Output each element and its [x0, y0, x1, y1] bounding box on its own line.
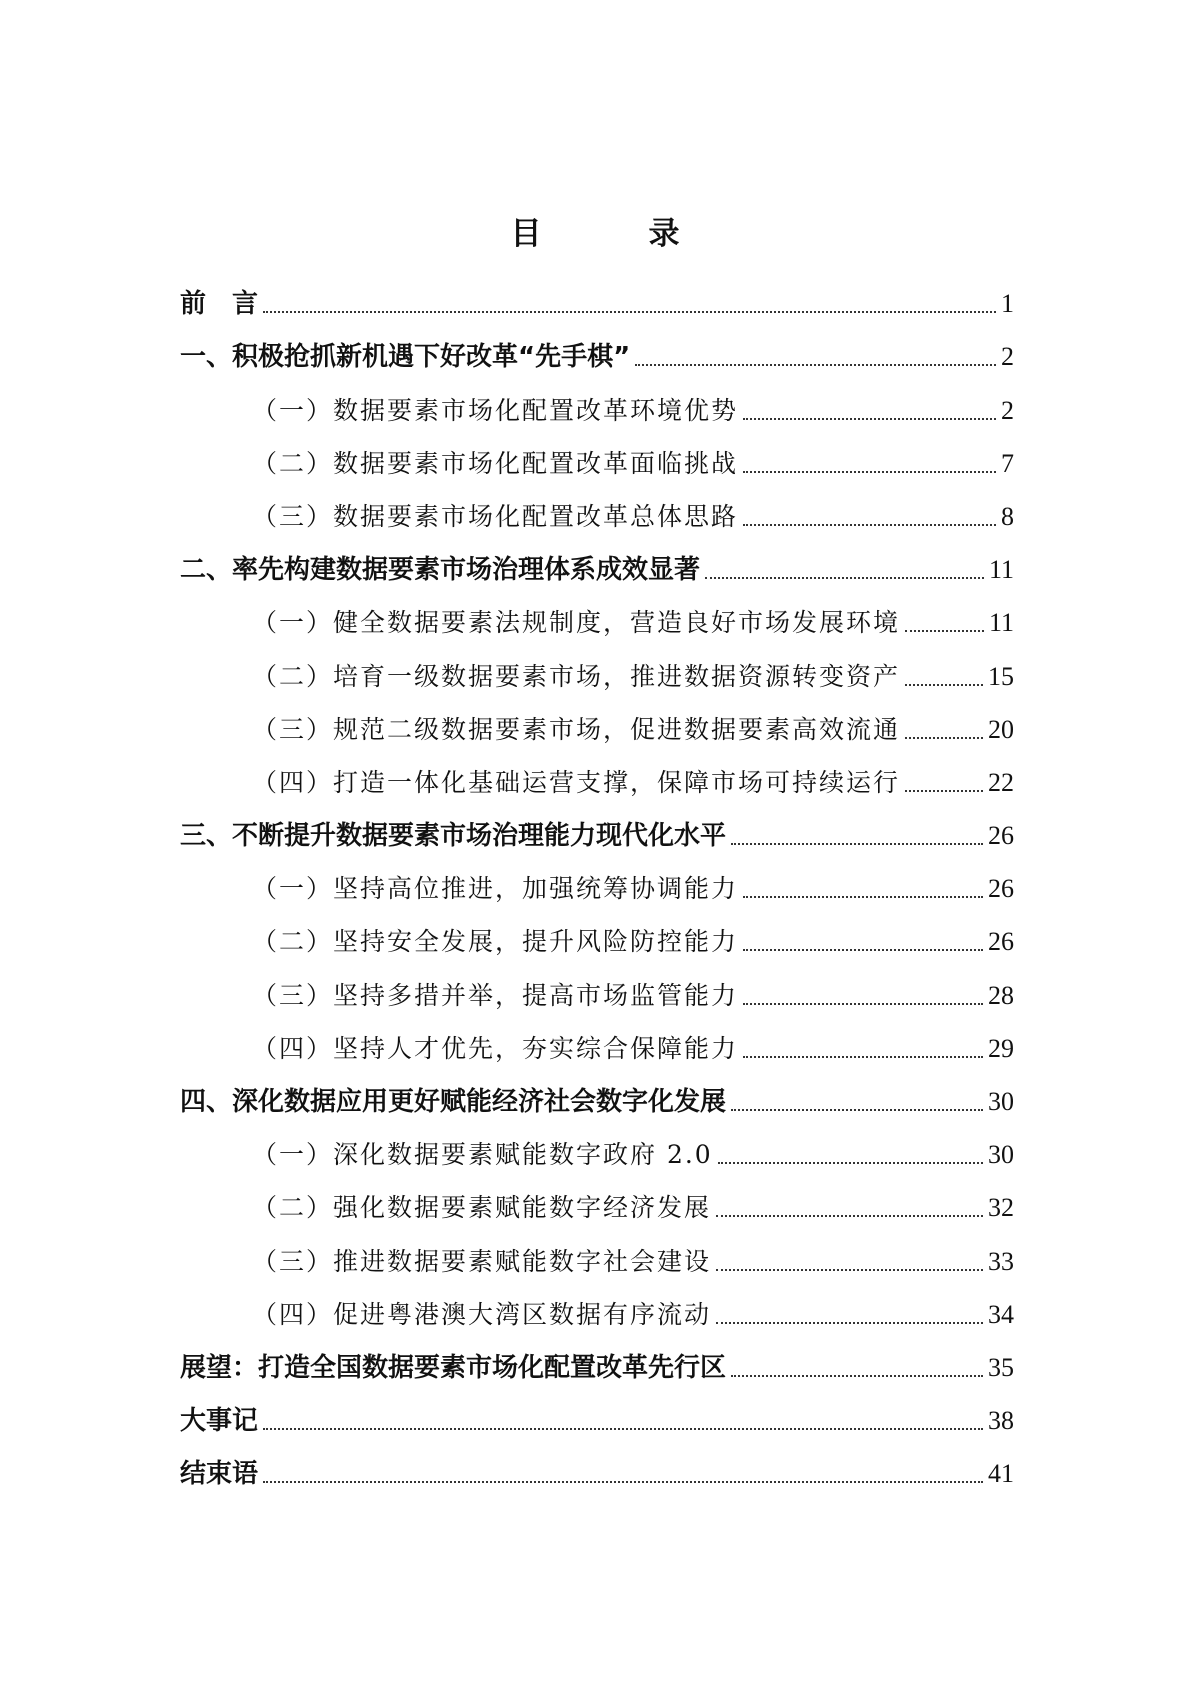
toc-entry[interactable] [180, 1228, 1014, 1281]
toc-page-number: 30 [988, 1087, 1014, 1116]
dot-leader [743, 418, 996, 420]
toc-page-number: 38 [988, 1406, 1014, 1436]
toc-entry[interactable] [180, 750, 1014, 803]
toc-entry-title: 二、率先构建数据要素市场治理体系成效显著 [180, 555, 701, 586]
toc-page-number: 35 [988, 1352, 1014, 1382]
toc-entry[interactable] [180, 962, 1014, 1015]
toc-entry[interactable] [180, 856, 1014, 909]
toc-entry[interactable] [180, 590, 1014, 643]
dot-leader [905, 630, 984, 632]
toc-entry-title: （一）数据要素市场化配置改革环境优势 [252, 395, 739, 425]
toc-entry[interactable] [180, 643, 1014, 696]
toc-entry-title: （一）深化数据要素赋能数字政府 2.0 [252, 1140, 713, 1170]
toc-entry-title: （一）健全数据要素法规制度，营造良好市场发展环境 [252, 608, 901, 638]
toc-entry-title: （三）推进数据要素赋能数字社会建设 [252, 1246, 712, 1276]
toc-page-number: 28 [988, 980, 1014, 1010]
toc-entry-title: 四、深化数据应用更好赋能经济社会数字化发展 [180, 1087, 727, 1117]
toc-page-number: 22 [988, 767, 1014, 797]
toc-page-number: 29 [988, 1033, 1014, 1063]
toc-page-number: 15 [988, 661, 1014, 691]
toc-page-number: 41 [988, 1459, 1014, 1489]
toc-entry[interactable] [180, 1016, 1014, 1069]
dot-leader [743, 949, 983, 951]
toc-page-number: 20 [988, 714, 1014, 744]
toc-page-number: 26 [988, 927, 1014, 957]
toc-entry[interactable] [180, 1122, 1014, 1175]
dot-leader [705, 577, 984, 579]
toc-page-number: 8 [1001, 501, 1014, 531]
table-of-contents [180, 271, 1014, 1494]
dot-leader [731, 843, 983, 845]
toc-entry[interactable] [180, 803, 1014, 856]
toc-entry[interactable] [180, 484, 1014, 537]
dot-leader [716, 1269, 983, 1271]
toc-entry-title: （四）打造一体化基础运营支撑，保障市场可持续运行 [252, 767, 901, 797]
dot-leader [905, 790, 983, 792]
dot-leader [263, 1481, 983, 1483]
toc-page-number: 26 [988, 874, 1014, 904]
toc-title: 目 录 [510, 216, 718, 252]
dot-leader [716, 1215, 983, 1217]
toc-entry[interactable] [180, 1069, 1014, 1122]
dot-leader [731, 1109, 983, 1111]
toc-entry[interactable] [180, 1282, 1014, 1335]
toc-entry-title: 前 言 [180, 289, 259, 320]
toc-entry[interactable] [180, 1335, 1014, 1388]
toc-page-number: 7 [1001, 448, 1014, 478]
toc-entry-title: （二）坚持安全发展，提升风险防控能力 [252, 927, 739, 957]
toc-entry[interactable] [180, 1388, 1014, 1441]
toc-entry-title: （三）数据要素市场化配置改革总体思路 [252, 501, 739, 531]
toc-entry-title: 大事记 [180, 1406, 259, 1437]
toc-entry[interactable] [180, 324, 1014, 377]
toc-entry-title: 三、不断提升数据要素市场治理能力现代化水平 [180, 821, 727, 852]
toc-page-number: 30 [988, 1140, 1014, 1170]
toc-entry[interactable] [180, 537, 1014, 590]
toc-entry[interactable] [180, 1175, 1014, 1228]
toc-page-number: 34 [988, 1299, 1014, 1329]
toc-page-number: 33 [988, 1246, 1014, 1276]
toc-entry[interactable] [180, 697, 1014, 750]
toc-entry-title: 一、积极抢抓新机遇下好改革“先手棋” [180, 342, 631, 373]
dot-leader [716, 1322, 983, 1324]
dot-leader [743, 1003, 983, 1005]
toc-page-number: 1 [1001, 289, 1014, 319]
dot-leader [263, 1428, 983, 1430]
dot-leader [743, 896, 983, 898]
toc-entry[interactable] [180, 431, 1014, 484]
dot-leader [263, 311, 996, 313]
toc-entry-title: （三）坚持多措并举，提高市场监管能力 [252, 980, 739, 1010]
toc-entry-title: （二）强化数据要素赋能数字经济发展 [252, 1193, 712, 1223]
dot-leader [743, 524, 996, 526]
dot-leader [905, 737, 983, 739]
toc-entry-title: 展望：打造全国数据要素市场化配置改革先行区 [180, 1352, 727, 1383]
dot-leader [635, 364, 996, 366]
toc-entry-title: （二）数据要素市场化配置改革面临挑战 [252, 448, 739, 478]
toc-entry-title: （四）促进粤港澳大湾区数据有序流动 [252, 1299, 712, 1329]
dot-leader [905, 684, 983, 686]
toc-page-number: 32 [988, 1193, 1014, 1223]
toc-entry-title: （四）坚持人才优先，夯实综合保障能力 [252, 1033, 739, 1063]
toc-entry[interactable] [180, 271, 1014, 324]
dot-leader [743, 1056, 983, 1058]
toc-page-number: 11 [988, 608, 1014, 638]
toc-entry-title: （三）规范二级数据要素市场，促进数据要素高效流通 [252, 714, 901, 744]
dot-leader [731, 1375, 983, 1377]
toc-page-number: 2 [1001, 395, 1014, 425]
toc-entry-title: 结束语 [180, 1459, 259, 1490]
toc-page-number: 11 [988, 555, 1014, 585]
toc-entry[interactable] [180, 377, 1014, 430]
toc-entry-title: （二）培育一级数据要素市场，推进数据资源转变资产 [252, 661, 901, 691]
toc-page-number: 2 [1001, 342, 1014, 372]
toc-entry[interactable] [180, 1441, 1014, 1494]
dot-leader [743, 471, 996, 473]
toc-page-number: 26 [988, 821, 1014, 851]
dot-leader [718, 1162, 983, 1164]
toc-entry[interactable] [180, 909, 1014, 962]
toc-entry-title: （一）坚持高位推进，加强统筹协调能力 [252, 874, 739, 904]
